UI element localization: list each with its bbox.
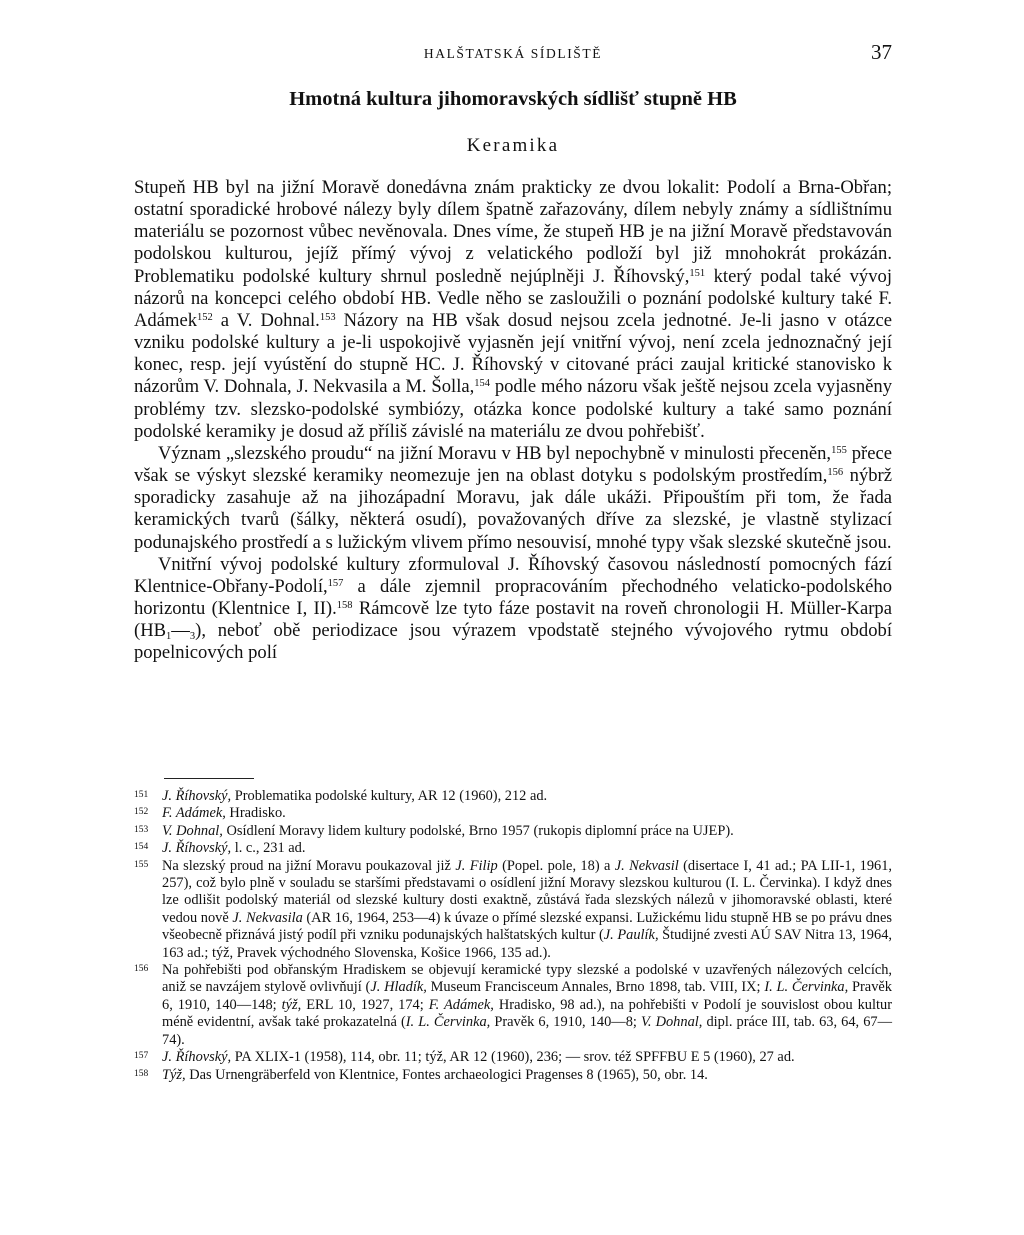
footnote-citation-italic: J. Filip xyxy=(455,857,498,874)
footnote-158 xyxy=(134,1067,892,1084)
text-run: Stupeň HB byl na jižní Moravě donedávna znám prakticky ze dvou lokalit: Podolí a Brna-Obřan; ostatní sporadické hrobové nálezy byly dílem špatně zařazovány, dílem nebyly známy a sídlištnímu materiálu se pozornost vůbec nevěnovala. Dnes víme, že stupeň HB je na jižní Moravě představován podolskou kulturou, jejíž přímý vývoj z velatického podloží byl již mnohokrát prokázán. Problematiku podolské kultury shrnul posledně nejúplněji J. Říhovský, xyxy=(134,177,892,287)
text-run: podle mého názoru však ještě nejsou zcela vyjasněny problémy tzv. slezsko-podolské symbiózy, otázka konce podolské kultury a také samo poznání podolské keramiky je dosud až příliš závislé na materiálu ze dvou pohřebišť. xyxy=(134,376,892,442)
footnote-155 xyxy=(134,858,892,962)
footnote-151 xyxy=(134,788,892,805)
footnote-citation-italic: J. Hladík, xyxy=(370,979,427,996)
body-text xyxy=(134,177,892,664)
footnote-number: 157 xyxy=(134,1051,149,1062)
footnote-ref-154[interactable]: 154 xyxy=(474,378,491,390)
footnote-number: 156 xyxy=(134,964,149,975)
footnote-text: l. c., 231 ad. xyxy=(231,840,306,857)
footnote-citation-italic: F. Adámek, xyxy=(428,996,494,1013)
footnote-text: Problematika podolské kultury, AR 12 (1960), 212 ad. xyxy=(231,788,548,804)
footnote-text: (disertace I, 41 ad.; PA LII-1, 1961, 257), což bylo plně v souladu se staršími představami o osídlení jižní Moravy slezskou kulturou (I. L. Červinka). I když dnes lze odlišit podolský materiál od slezské kultury dosti exaktně, zůstává řada slezských nálezů v jihomoravské oblasti, které vedou nově xyxy=(162,857,893,926)
footnote-citation-italic: J. Říhovský, xyxy=(162,840,232,857)
text-run: Význam „slezského proudu“ na jižní Moravu v HB byl nepochybně v minulosti přeceněn, xyxy=(158,442,832,464)
text-run: Vnitřní vývoj podolské kultury zformuloval J. Říhovský časovou následností pomocných fází Klentnice-Obřany-Podolí, xyxy=(134,553,892,597)
footnote-citation-italic: J. Paulík, xyxy=(603,927,659,944)
footnote-157 xyxy=(134,1049,892,1066)
footnote-text: PA XLIX-1 (1958), 114, obr. 11; týž, AR 12 (1960), 236; — srov. též SPFFBU E 5 (1960), 27 ad. xyxy=(231,1049,795,1066)
footnote-ref-152[interactable]: 152 xyxy=(197,311,213,323)
text-run: přece však se výskyt slezské keramiky neomezuje jen na oblast dotyku s podolským prostředím, xyxy=(134,442,892,487)
footnote-text: Osídlení Moravy lidem kultury podolské, Brno 1957 (rukopis diplomní práce na UJEP). xyxy=(222,822,734,839)
footnote-citation-italic: I. L. Červinka, xyxy=(764,979,849,996)
footnote-text: ERL 10, 1927, 174; xyxy=(301,996,429,1013)
footnote-153 xyxy=(134,823,892,840)
text-run: — xyxy=(171,620,190,642)
footnote-ref-158[interactable]: 158 xyxy=(336,599,353,611)
footnote-152 xyxy=(134,805,892,822)
footnote-text: (Popel. pole, 18) a xyxy=(497,857,615,874)
footnote-citation-italic: J. Říhovský, xyxy=(162,1049,232,1066)
footnote-ref-157[interactable]: 157 xyxy=(327,577,344,589)
footnote-text: Hradisko, 98 ad.), na pohřebišti v Podolí je souvislost obou kultur méně evidentní, avšak také prokazatelná ( xyxy=(162,996,892,1031)
footnote-citation-italic: J. Nekvasil xyxy=(614,857,679,874)
paragraph-2 xyxy=(134,443,892,554)
footnote-number: 153 xyxy=(134,824,149,835)
running-head xyxy=(134,40,892,68)
footnote-ref-151[interactable]: 151 xyxy=(689,267,706,279)
footnote-number: 151 xyxy=(134,790,149,800)
footnote-number: 155 xyxy=(134,859,149,870)
subscript: 1 xyxy=(166,631,172,643)
text-run: a V. Dohnal. xyxy=(212,309,320,331)
footnotes xyxy=(134,788,892,1084)
footnote-citation-italic: V. Dohnal, xyxy=(640,1014,703,1031)
footnote-ref-156[interactable]: 156 xyxy=(827,467,844,479)
footnote-text: Pravěk 6, 1910, 140—148; xyxy=(162,979,892,1013)
footnote-154 xyxy=(134,840,892,857)
footnote-rule xyxy=(164,778,254,779)
text-run: ), neboť obě periodizace jsou výrazem vpodstatě stejného vývojového rytmu období popelnicových polí xyxy=(134,620,892,664)
footnote-text: Pravěk 6, 1910, 140—8; xyxy=(490,1014,641,1031)
footnote-text: Hradisko. xyxy=(225,805,286,822)
footnote-citation-italic: J. Říhovský, xyxy=(162,788,232,804)
footnote-citation-italic: J. Nekvasila xyxy=(232,909,303,926)
page-number: 37 xyxy=(871,40,892,64)
text-run: který podal také vývoj názorů na koncepci celého období HB. Vedle něho se zasloužili o poznání podolské kultury také F. Adámek xyxy=(134,265,892,331)
footnote-citation-italic: týž, xyxy=(281,996,302,1013)
footnote-citation-italic: F. Adámek, xyxy=(162,805,226,822)
footnote-text: Das Urnengräberfeld von Klentnice, Fontes archaeologici Pragenses 8 (1965), 50, obr. 14. xyxy=(185,1066,708,1083)
article-title: Hmotná kultura jihomoravských sídlišť stupně HB xyxy=(289,88,737,110)
text-run: Rámcově lze tyto fáze postavit na roveň chronologii H. Müller-Karpa (HB xyxy=(134,597,892,642)
footnote-text: Študijné zvesti AÚ SAV Nitra 13, 1964, 163 ad.; týž, Pravek východného Slovenska, Košice 1966, 135 ad.). xyxy=(162,927,892,961)
paragraph-3 xyxy=(134,554,892,665)
footnote-citation-italic: Týž, xyxy=(162,1066,186,1083)
footnote-ref-153[interactable]: 153 xyxy=(319,311,336,323)
footnote-number: 152 xyxy=(134,807,149,818)
running-title: HALŠTATSKÁ SÍDLIŠTĚ xyxy=(423,46,603,61)
footnote-citation-italic: V. Dohnal, xyxy=(162,822,223,839)
paragraph-1 xyxy=(134,177,892,443)
section-title: Keramika xyxy=(466,135,560,156)
footnote-citation-italic: I. L. Červinka, xyxy=(405,1014,491,1031)
text-run: nýbrž sporadicky zasahuje až na jihozápadní Moravu, jak dále ukáži. Připouštím při tom, že řada keramických tvarů (šálky, některá osudí), považovaných dříve za slezské, je vlastně stylizací podunajského prostředí a s lužickým vlivem přímo nesouvisí, mnohé typy však slezské skutečně jsou. xyxy=(134,465,892,553)
footnote-156 xyxy=(134,962,892,1049)
footnote-text: Na pohřebišti pod obřanským Hradiskem se objevují keramické typy slezské a podolské v uzavřených nálezových celcích, aniž se navzájem stylově ovlivňují ( xyxy=(162,962,892,996)
footnote-number: 158 xyxy=(134,1068,149,1079)
text-run: Názory na HB však dosud nejsou zcela jednotné. Je-li jasno v otázce vzniku podolské kultury a je-li uspokojivě vyjasněn její vnitřní vývoj, není zcela jednoznačný její konec, resp. její vyústění do stupně HC. J. Říhovský v citované práci zaujal kritické stanovisko k názorům V. Dohnala, J. Nekvasila a M. Šolla, xyxy=(134,309,892,398)
footnote-text: Na slezský proud na jižní Moravu poukazoval již xyxy=(162,857,456,874)
text-run: a dále zjemnil propracováním přechodného velaticko-podolského horizontu (Klentnice I, II). xyxy=(134,575,892,619)
footnote-text: dipl. práce III, tab. 63, 64, 67—74). xyxy=(162,1014,892,1048)
footnote-text: Museum Francisceum Annales, Brno 1898, tab. VIII, IX; xyxy=(426,979,765,996)
footnote-ref-155[interactable]: 155 xyxy=(831,444,847,456)
footnote-number: 154 xyxy=(134,842,149,853)
subscript: 3 xyxy=(189,631,196,643)
footnote-text: (AR 16, 1964, 253—4) k úvaze o přímé slezské expansi. Lužickému lidu stupně HB se po právu dnes všeobecně přiznává jistý podíl při vzniku podunajských halštatských kultur ( xyxy=(162,909,892,944)
